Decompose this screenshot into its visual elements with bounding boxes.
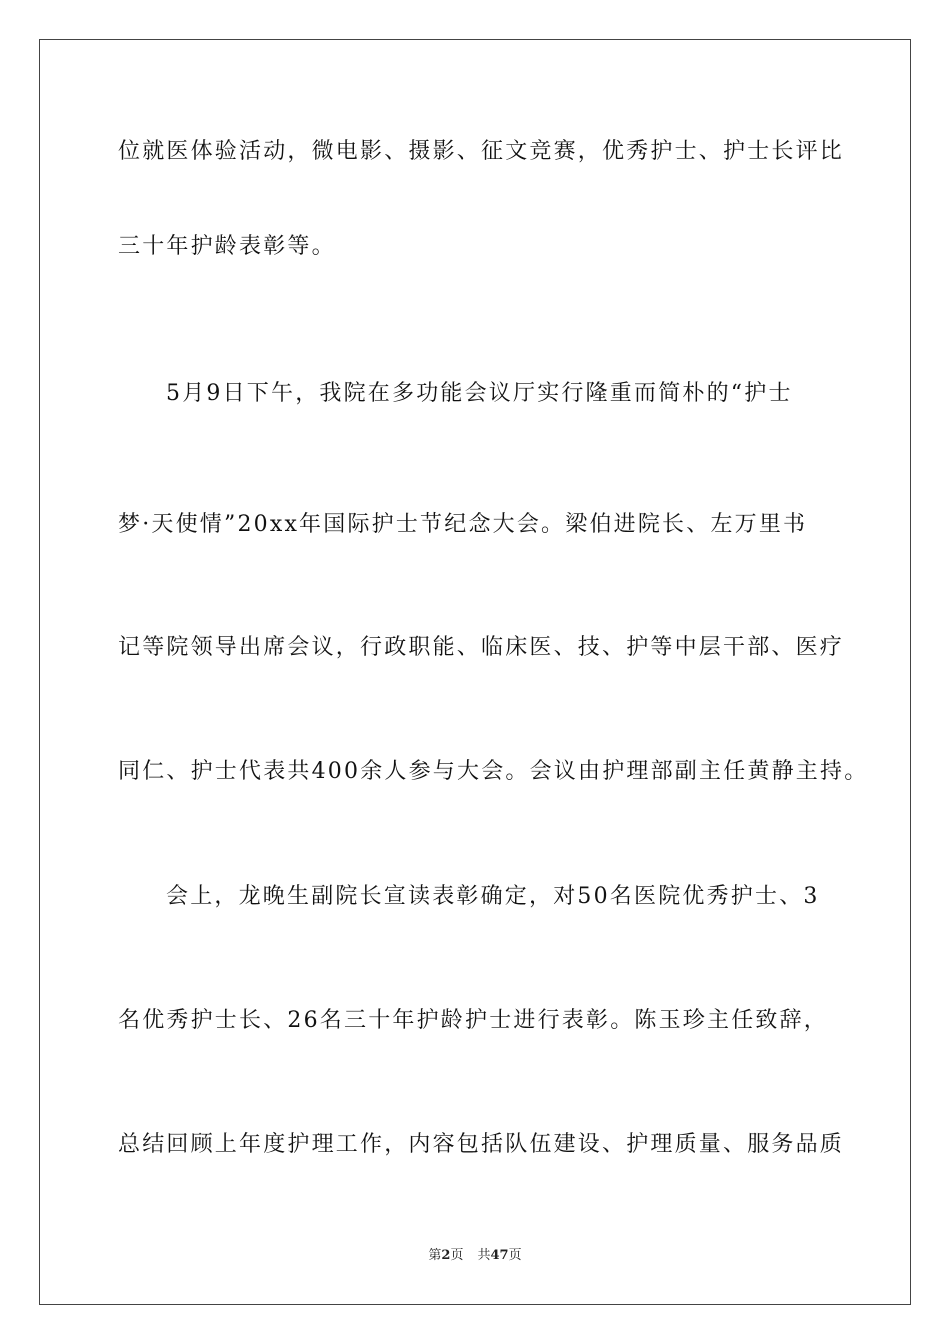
- paragraph-start-line: 会上，龙晚生副院长宣读表彰确定，对50名医院优秀护士、3: [166, 884, 820, 909]
- text-line: 同仁、护士代表共400余人参与大会。会议由护理部副主任黄静主持。: [118, 759, 869, 784]
- text-line: 梦·天使情”20xx年国际护士节纪念大会。梁伯进院长、左万里书: [118, 512, 808, 537]
- total-pages: 47: [490, 1248, 509, 1263]
- page-prefix: 第: [428, 1248, 442, 1263]
- text-line: 记等院领导出席会议，行政职能、临床医、技、护等中层干部、医疗: [118, 635, 845, 660]
- page-suffix: 页: [450, 1248, 464, 1263]
- page-number: 2: [441, 1248, 451, 1263]
- text-line: 位就医体验活动，微电影、摄影、征文竞赛，优秀护士、护士长评比: [118, 139, 845, 164]
- page-footer: [0, 1247, 950, 1265]
- text-line: 三十年护龄表彰等。: [118, 234, 336, 259]
- page-border: [39, 39, 911, 1305]
- total-suffix: 页: [508, 1248, 522, 1263]
- text-line: 名优秀护士长、26名三十年护龄护士进行表彰。陈玉珍主任致辞，: [118, 1008, 828, 1033]
- text-line: 总结回顾上年度护理工作，内容包括队伍建设、护理质量、服务品质: [118, 1132, 845, 1157]
- total-prefix: 共: [477, 1248, 491, 1263]
- paragraph-start-line: 5月9日下午，我院在多功能会议厅实行隆重而简朴的“护士: [166, 381, 793, 406]
